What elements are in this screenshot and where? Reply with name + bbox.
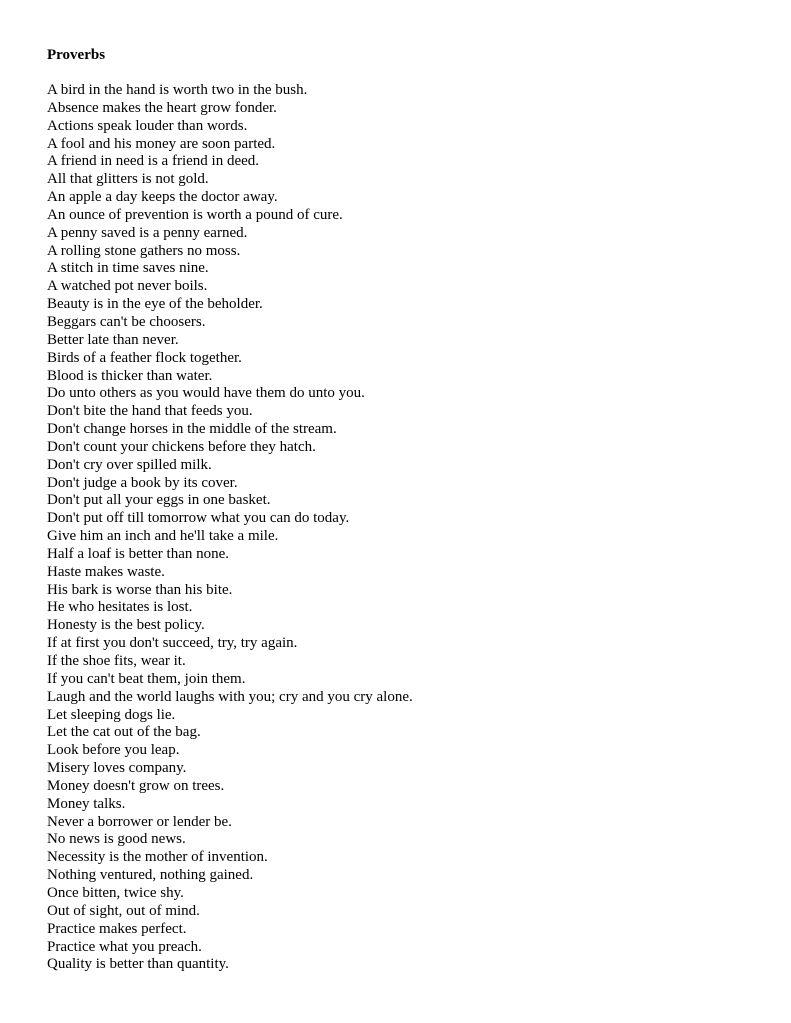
proverb-item: All that glitters is not gold. xyxy=(47,171,209,188)
proverb-item: No news is good news. xyxy=(47,831,186,848)
proverb-item: Practice makes perfect. xyxy=(47,920,187,937)
proverb-item: A friend in need is a friend in deed. xyxy=(47,153,260,170)
proverb-item: Laugh and the world laughs with you; cry and you cry alone. xyxy=(47,688,413,705)
proverb-item: Don't change horses in the middle of the stream. xyxy=(47,421,337,438)
proverb-item: Misery loves company. xyxy=(47,760,187,777)
proverb-item: Honesty is the best policy. xyxy=(47,617,205,634)
proverb-item: Don't put off till tomorrow what you can do today. xyxy=(47,510,350,527)
proverb-item: He who hesitates is lost. xyxy=(47,599,193,616)
proverb-item: Beauty is in the eye of the beholder. xyxy=(47,296,263,313)
document-title: Proverbs xyxy=(47,47,106,63)
proverb-item: A watched pot never boils. xyxy=(47,278,208,295)
proverb-item: Give him an inch and he'll take a mile. xyxy=(47,528,279,545)
proverb-item: Let the cat out of the bag. xyxy=(47,724,201,741)
proverb-item: Beggars can't be choosers. xyxy=(47,313,206,330)
proverb-item: Do unto others as you would have them do unto you. xyxy=(47,385,365,402)
proverb-item: Absence makes the heart grow fonder. xyxy=(47,99,277,116)
proverb-item: Blood is thicker than water. xyxy=(47,367,213,384)
proverb-item: A rolling stone gathers no moss. xyxy=(47,242,241,259)
proverb-item: Nothing ventured, nothing gained. xyxy=(47,867,254,884)
proverb-item: Actions speak louder than words. xyxy=(47,117,248,134)
document-page xyxy=(47,46,767,974)
proverb-item: Don't cry over spilled milk. xyxy=(47,456,212,473)
proverb-item: Better late than never. xyxy=(47,331,179,348)
proverb-item: Never a borrower or lender be. xyxy=(47,813,232,830)
proverb-item: Let sleeping dogs lie. xyxy=(47,706,176,723)
proverb-item: Once bitten, twice shy. xyxy=(47,884,184,901)
proverb-item: Look before you leap. xyxy=(47,742,180,759)
proverb-item: If you can't beat them, join them. xyxy=(47,670,246,687)
proverb-item: If at first you don't succeed, try, try again. xyxy=(47,635,298,652)
proverb-item: Don't count your chickens before they hatch. xyxy=(47,438,316,455)
proverb-item: Necessity is the mother of invention. xyxy=(47,849,268,866)
proverb-item: Half a loaf is better than none. xyxy=(47,545,230,562)
proverb-item: An ounce of prevention is worth a pound of cure. xyxy=(47,206,343,223)
proverb-item: Practice what you preach. xyxy=(47,938,202,955)
proverb-item: Out of sight, out of mind. xyxy=(47,902,200,919)
proverb-item: His bark is worse than his bite. xyxy=(47,581,233,598)
proverb-item: Quality is better than quantity. xyxy=(47,956,229,973)
proverb-item: If the shoe fits, wear it. xyxy=(47,653,186,669)
proverb-item: Don't bite the hand that feeds you. xyxy=(47,403,253,420)
proverb-item: Haste makes waste. xyxy=(47,563,165,580)
proverb-item: Don't judge a book by its cover. xyxy=(47,474,238,491)
proverb-item: Money doesn't grow on trees. xyxy=(47,777,225,794)
proverb-item: A stitch in time saves nine. xyxy=(47,260,209,277)
proverb-item: A fool and his money are soon parted. xyxy=(47,135,276,152)
proverb-item: A penny saved is a penny earned. xyxy=(47,224,248,241)
proverb-item: An apple a day keeps the doctor away. xyxy=(47,189,278,206)
proverb-item: Money talks. xyxy=(47,795,126,812)
proverb-list xyxy=(47,82,767,974)
proverb-item: Don't put all your eggs in one basket. xyxy=(47,492,271,509)
proverb-item: A bird in the hand is worth two in the bush. xyxy=(47,82,308,98)
proverb-item: Birds of a feather flock together. xyxy=(47,349,242,366)
